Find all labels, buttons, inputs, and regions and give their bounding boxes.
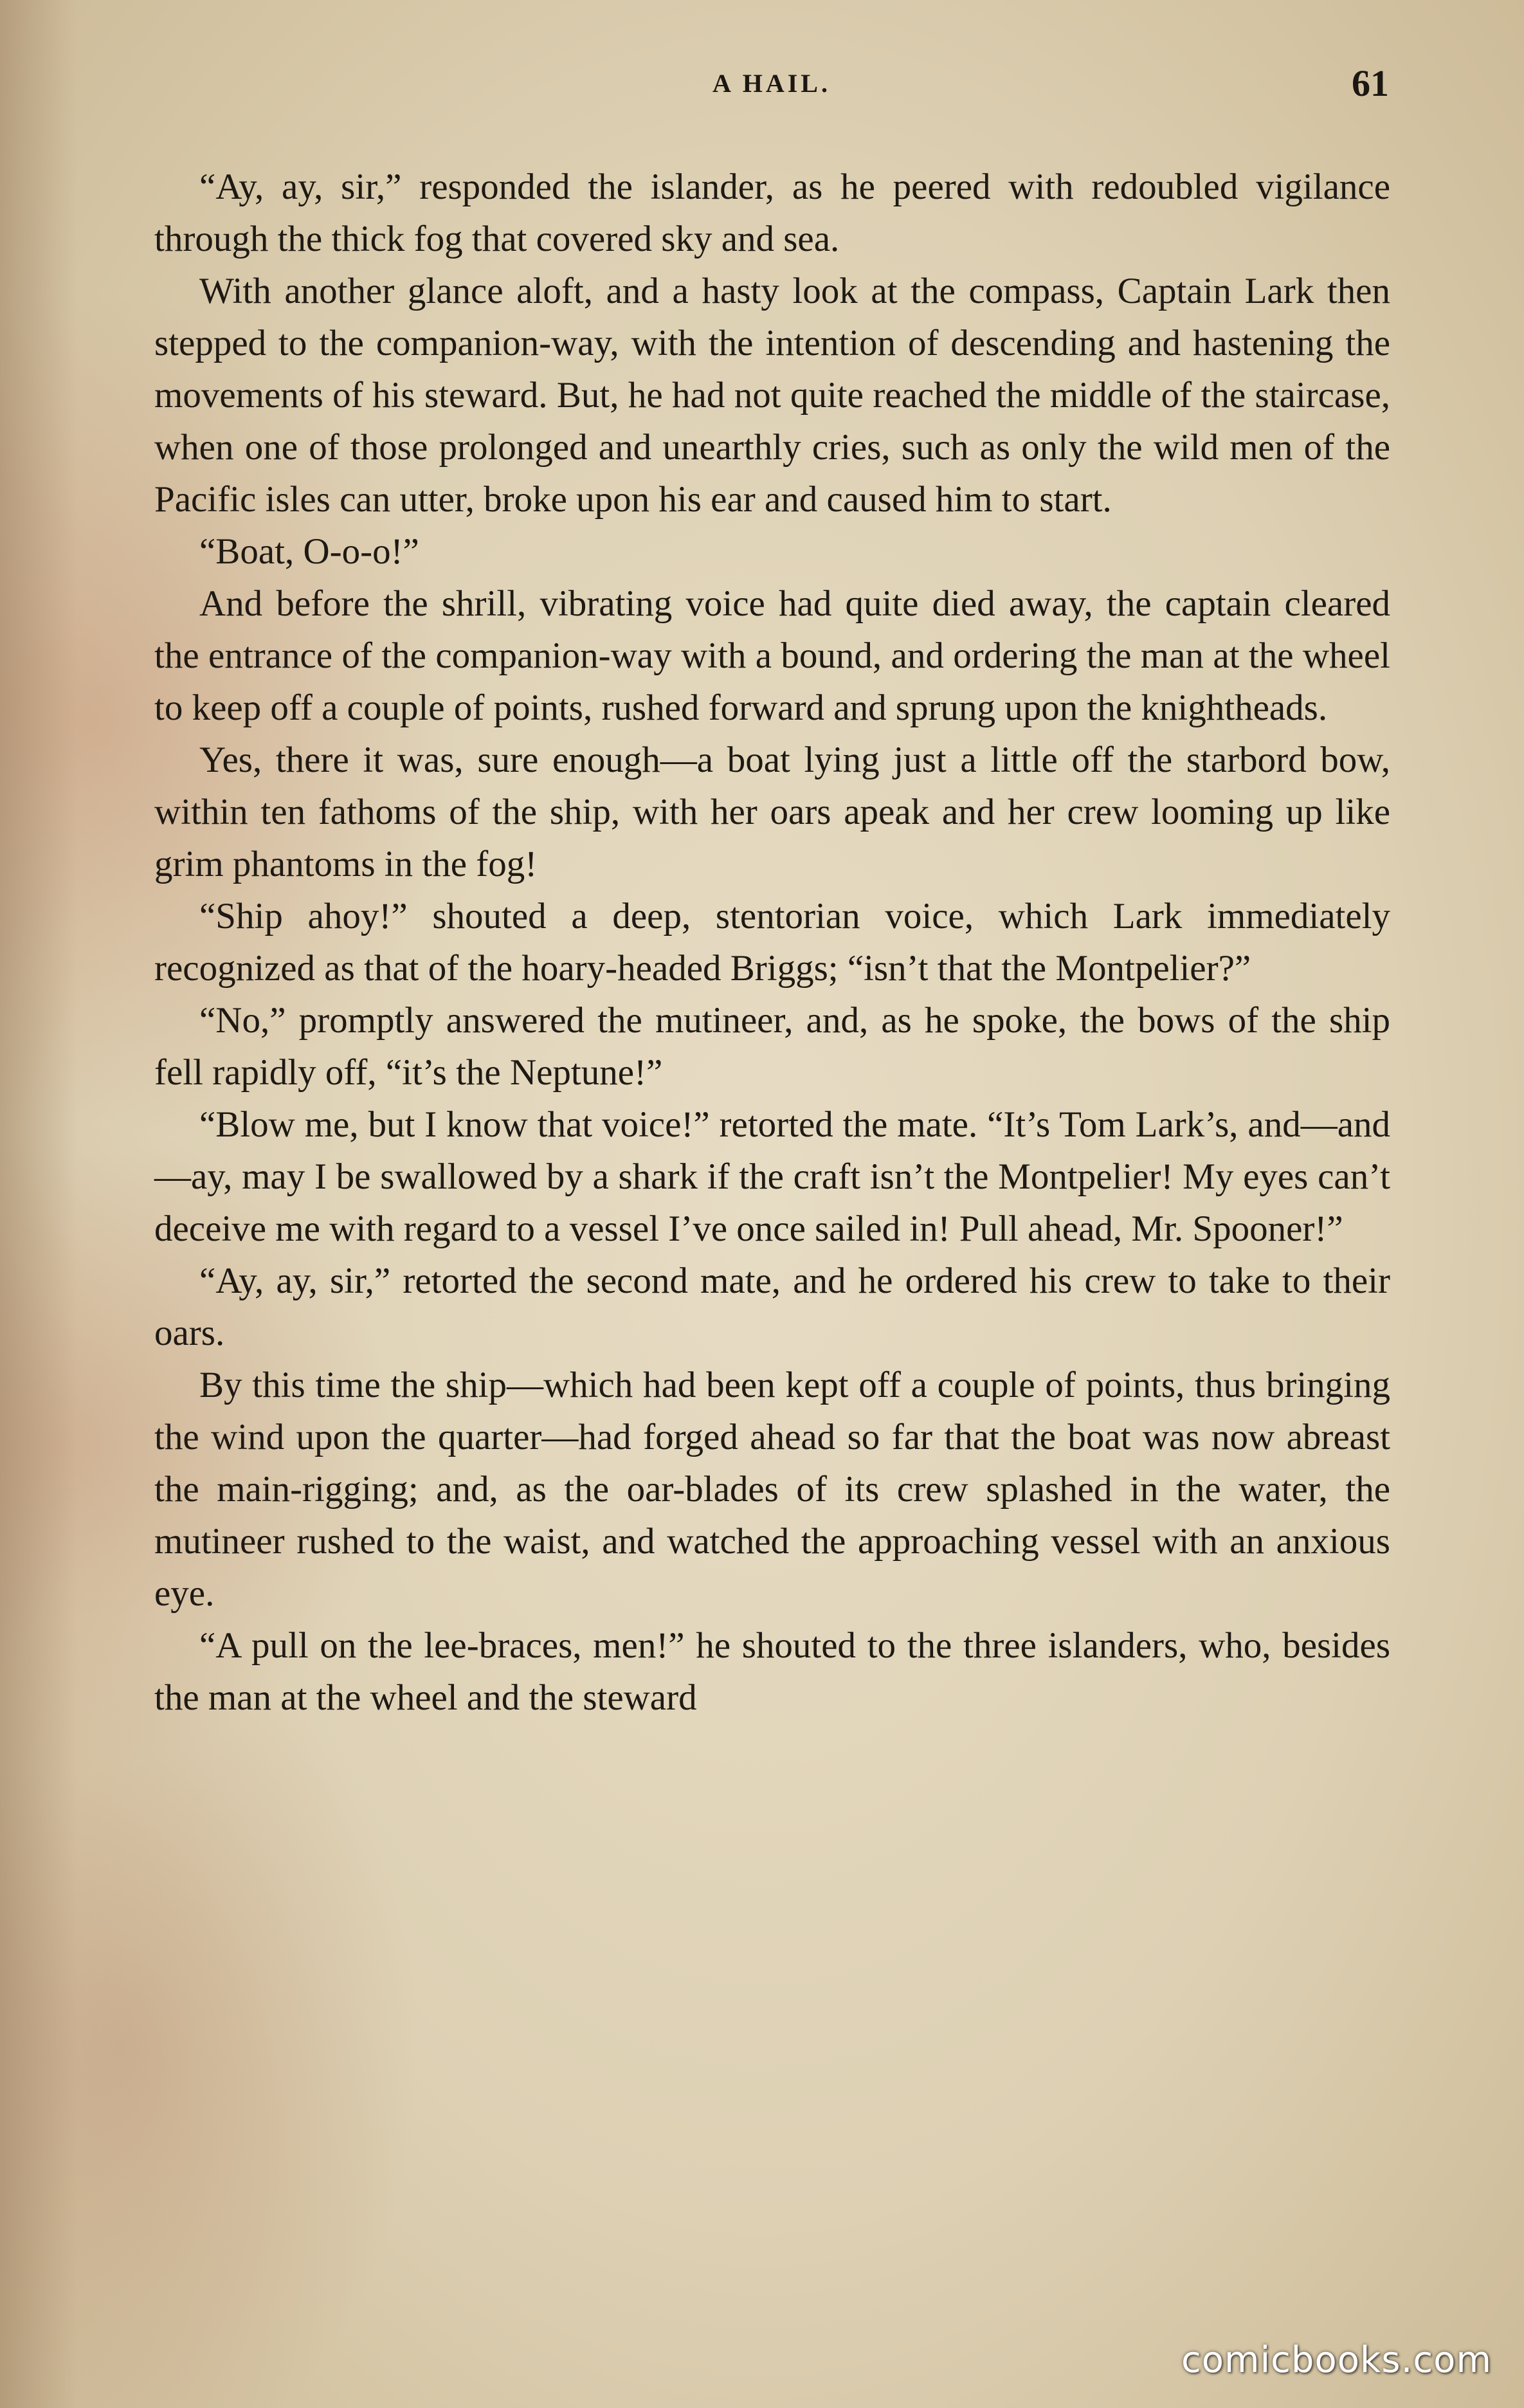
- page-number: 61: [1352, 62, 1389, 104]
- watermark: comicbooks.com: [1181, 2339, 1492, 2381]
- paragraph: “Ship ahoy!” shouted a deep, stentorian voice, which Lark immediately recognized as that of the hoary-headed Briggs; “isn’t that the Montpelier?”: [154, 896, 1390, 989]
- paragraph: “Boat, O-o-o!”: [199, 531, 419, 572]
- page-header: [154, 62, 1389, 113]
- text-body: [154, 161, 1390, 1724]
- page-gutter-shadow: [0, 0, 77, 2408]
- paragraph: With another glance aloft, and a hasty look at the compass, Captain Lark then stepped to the companion-way, with the intention of descending and hastening the movements of his steward. But, he had not quite reached the middle of the staircase, when one of those prolonged and unearthly cries, such as only the wild men of the Pacific isles can utter, broke upon his ear and caused him to start.: [154, 271, 1390, 520]
- paragraph: “Ay, ay, sir,” retorted the second mate, and he ordered his crew to take to their oars.: [154, 1261, 1390, 1353]
- paragraph: Yes, there it was, sure enough—a boat lying just a little off the starbord bow, within ten fathoms of the ship, with her oars apeak and her crew looming up like grim phantoms in the fog!: [154, 740, 1390, 884]
- paragraph: By this time the ship—which had been kept off a couple of points, thus bringing the wind upon the quarter—had forged ahead so far that the boat was now abreast the main-rigging; and, as the oar-blades of its crew splashed in the water, the mutineer rushed to the waist, and watched the approaching vessel with an anxious eye.: [154, 1365, 1390, 1614]
- paragraph: And before the shrill, vibrating voice had quite died away, the captain cleared the entrance of the companion-way with a bound, and ordering the man at the wheel to keep off a couple of points, rushed forward and sprung upon the knightheads.: [154, 583, 1390, 728]
- paragraph: “Blow me, but I know that voice!” retorted the mate. “It’s Tom Lark’s, and—and—ay, may I be swallowed by a shark if the craft isn’t the Montpelier! My eyes can’t deceive me with regard to a vessel I’ve once sailed in! Pull ahead, Mr. Spooner!”: [154, 1104, 1390, 1249]
- paragraph: “A pull on the lee-braces, men!” he shouted to the three islanders, who, besides the man at the wheel and the steward: [154, 1625, 1390, 1718]
- paragraph: “No,” promptly answered the mutineer, and, as he spoke, the bows of the ship fell rapidly off, “it’s the Neptune!”: [154, 1000, 1390, 1093]
- paragraph: “Ay, ay, sir,” responded the islander, as he peered with redoubled vigilance through the thick fog that covered sky and sea.: [154, 167, 1390, 259]
- running-head: A HAIL.: [712, 69, 831, 98]
